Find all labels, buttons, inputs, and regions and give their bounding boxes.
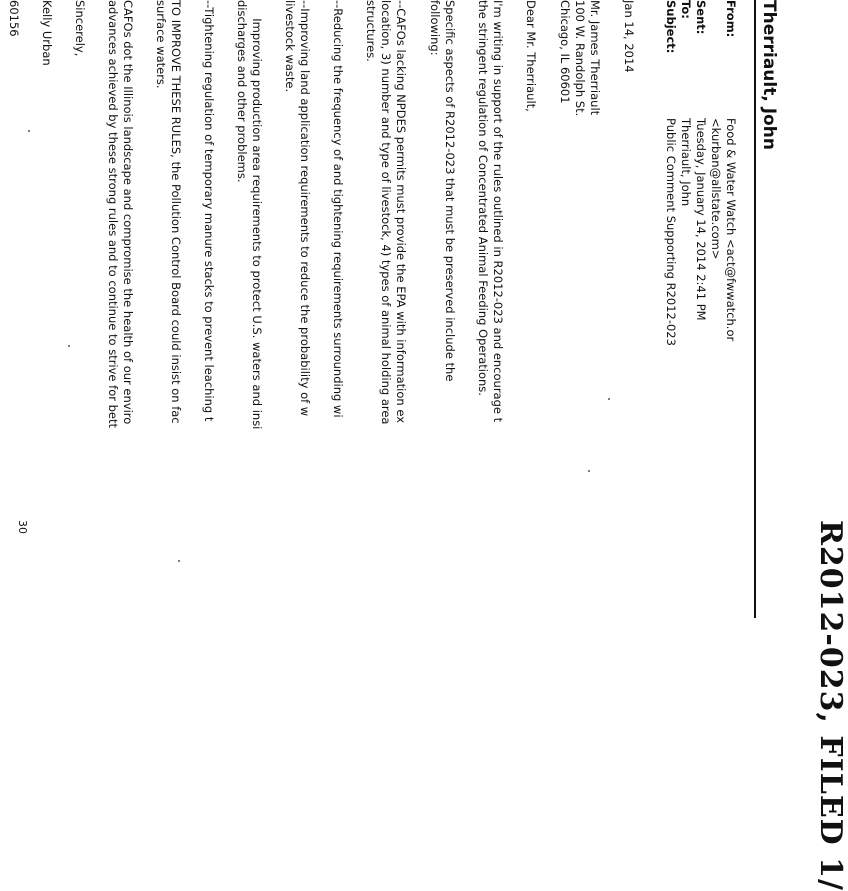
subject-label: Subject: xyxy=(664,0,678,54)
recipient-line: Mr. James Therriault xyxy=(588,0,602,116)
aspects-line: Specific aspects of R2012-023 that must be preserved include the xyxy=(443,0,457,382)
sent-label: Sent: xyxy=(694,0,708,35)
call-to-action-line: TO IMPROVE THESE RULES, the Pollution Control Board could insist on fac xyxy=(169,0,183,424)
call-to-action-line: surface waters. xyxy=(154,0,168,89)
filing-stamp: R2012-023, FILED 1/ xyxy=(813,520,848,891)
scan-speck xyxy=(588,470,590,472)
signer-zip: 60156 xyxy=(7,0,21,37)
signoff: Sincerely, xyxy=(73,0,87,57)
from-label: From: xyxy=(724,0,738,38)
subject-value: Public Comment Supporting R2012-023 xyxy=(664,118,678,346)
aspects-line: following: xyxy=(428,0,442,56)
bullet-line: location, 3) number and type of livestock, 4) types of animal holding area xyxy=(379,0,393,425)
bullet-line: structures. xyxy=(364,0,378,62)
recipient-line: 100 W. Randolph St. xyxy=(573,0,587,117)
signer-name: Kelly Urban xyxy=(40,0,54,66)
page-number: 30 xyxy=(16,520,29,534)
bullet-line: discharges and other problems. xyxy=(235,0,249,183)
recipient-line: Chicago, IL 60601 xyxy=(558,0,572,104)
bullet-line: livestock waste. xyxy=(283,0,297,93)
from-value-line2: <kurban@allstate.com> xyxy=(709,118,723,260)
scan-speck xyxy=(68,345,70,347)
bullet-line: --CAFOs lacking NPDES permits must provide the EPA with information ex xyxy=(394,0,408,424)
letter-date: Jan 14, 2014 xyxy=(622,0,636,73)
bullet-line: Improving production area requirements to protect U.S. waters and insi xyxy=(250,0,264,430)
to-value: Therriault, John xyxy=(679,118,693,207)
intro-line: I'm writing in support of the rules outlined in R2012-023 and encourage t xyxy=(491,0,505,423)
bullet-line: --Improving land application requirements to reduce the probability of w xyxy=(298,0,312,417)
sent-value: Tuesday, January 14, 2014 2:41 PM xyxy=(694,118,708,321)
header-rule xyxy=(754,0,756,618)
salutation: Dear Mr. Therriault, xyxy=(524,0,538,112)
closing-line: advances achieved by these strong rules and to continue to strive for bett xyxy=(106,0,120,429)
bullet-line: --Tightening regulation of temporary manure stacks to prevent leaching t xyxy=(202,0,216,422)
from-value: Food & Water Watch <act@fwwatch.or xyxy=(724,118,738,342)
intro-line: the stringent regulation of Concentrated Animal Feeding Operations. xyxy=(476,0,490,396)
sender-name-heading: Therriault, John xyxy=(759,0,779,150)
scan-speck xyxy=(28,130,30,132)
scan-speck xyxy=(608,398,610,400)
scan-speck xyxy=(178,560,180,562)
closing-line: CAFOs dot the Illinois landscape and compromise the health of our enviro xyxy=(121,0,135,425)
bullet-line: --Reducing the frequency of and tightening requirements surrounding wi xyxy=(331,0,345,418)
to-label: To: xyxy=(679,0,693,19)
